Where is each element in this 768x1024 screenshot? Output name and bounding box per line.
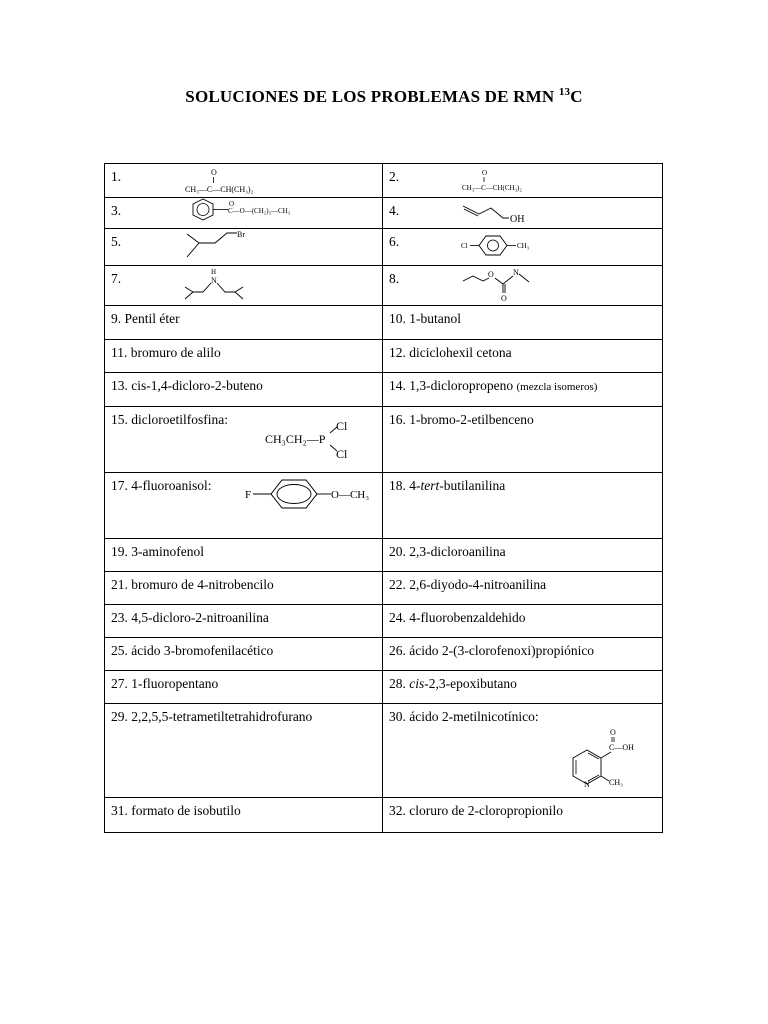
structure-3-oxygen: O [229,200,235,208]
table-row [105,638,663,671]
cell-text: 22. 2,6-diyodo-4-nitroanilina [389,577,547,592]
structure-7-branch [235,292,243,299]
structure-8-oxygen: O [488,270,494,279]
item-number: 1. [111,169,122,184]
cell-note: (mezcla isomeros) [516,381,598,393]
structure-7-chain [217,283,243,292]
structure-5-br: Br [237,230,245,239]
cell-text: -butilanilina [439,478,506,493]
cell-text: 31. formato de isobutilo [111,803,241,818]
cell-14 [383,373,663,407]
cell-23 [105,605,383,638]
cell-17 [105,473,383,539]
structure-7-diagram [181,266,281,306]
cell-text: 17. 4-fluoroanisol: [111,478,212,493]
cell-text: 15. dicloroetilfosfina: [111,412,228,427]
structure-8-chain [463,276,489,281]
structure-2-formula: CH₃—C—CH(CH₃)₂ [462,184,522,192]
item-number: 7. [111,271,122,286]
cell-text: 9. Pentil éter [111,311,180,326]
cell-text: 12. diciclohexil cetona [389,345,512,360]
item-number: 5. [111,234,122,249]
structure-5-diagram [181,229,271,264]
cell-22 [383,572,663,605]
table-row [105,605,663,638]
structure-30-oxygen: O [610,728,616,737]
structure-30-bond [601,776,609,781]
cell-text: 29. 2,2,5,5-tetrametiltetrahidrofurano [111,709,313,724]
item-number: 6. [389,234,400,249]
solutions-table [104,163,663,833]
cell-text: 10. 1-butanol [389,311,461,326]
cell-13 [105,373,383,407]
structure-4-oh: OH [510,214,525,225]
table-row [105,266,663,306]
cell-text-italic: cis [409,676,425,691]
cell-text: 23. 4,5-dicloro-2-nitroanilina [111,610,269,625]
cell-5 [105,229,383,266]
cell-32 [383,798,663,833]
item-number: 2. [389,169,400,184]
cell-text: 32. cloruro de 2-cloropropionilo [389,803,563,818]
cell-30 [383,704,663,798]
cell-text: 25. ácido 3-bromofenilacético [111,643,274,658]
cell-text: 14. 1,3-dicloropropeno [389,378,514,393]
structure-15-formula: CH₃CH₂—P [265,432,326,446]
cell-text: 20. 2,3-dicloroanilina [389,544,506,559]
benzene-ring [193,199,213,220]
cell-12 [383,340,663,373]
structure-7-n: N [211,276,217,285]
structure-15-cl: Cl [336,419,348,433]
cell-29 [105,704,383,798]
structure-17-f: F [245,489,252,501]
structure-30-ch3: CH₃ [609,778,623,787]
table-row [105,229,663,266]
cell-text-italic: tert [420,478,440,493]
cell-2 [383,164,663,198]
table-row [105,539,663,572]
cell-8 [383,266,663,306]
page-title: SOLUCIONES DE LOS PROBLEMAS DE RMN $^{13}$C [185,86,583,106]
table-row [105,164,663,198]
structure-1-diagram [183,166,303,196]
pyridine-ring [573,750,601,784]
cell-6 [383,229,663,266]
structure-3-formula: C—O—(CH₂)₃—CH₃ [228,207,291,215]
cell-text: 24. 4-fluorobenzaldehido [389,610,526,625]
cell-text: 26. ácido 2-(3-clorofenoxi)propiónico [389,643,595,658]
table-row [105,473,663,539]
cell-25 [105,638,383,671]
cell-text: 13. cis-1,4-dicloro-2-buteno [111,378,263,393]
table-row [105,373,663,407]
structure-6-ch3: CH₃ [517,242,530,250]
cell-text: 16. 1-bromo-2-etilbenceno [389,412,534,427]
cell-28 [383,671,663,704]
structure-8-oxygen: O [501,294,507,303]
structure-8-bond [519,274,529,282]
table-row [105,198,663,229]
cell-text: 11. bromuro de alilo [111,345,221,360]
cell-19 [105,539,383,572]
structure-8-chain [495,276,513,284]
structure-1-oxygen: O [211,168,217,177]
cell-18 [383,473,663,539]
cell-21 [105,572,383,605]
structure-15-cl: Cl [336,447,348,461]
cell-text: 28. [389,676,410,691]
aromatic-circle [488,240,499,251]
structure-3-diagram [183,198,343,227]
item-number: 3. [111,203,122,218]
cell-1 [105,164,383,198]
table-row [105,704,663,798]
cell-3 [105,198,383,229]
cell-10 [383,306,663,340]
structure-4-diagram [459,200,549,226]
structure-30-n: N [584,780,590,788]
structure-7-h: H [211,268,217,276]
structure-30-cooh: C—OH [609,743,634,752]
cell-9 [105,306,383,340]
cell-text: 18. 4- [389,478,421,493]
cell-text: 19. 3-aminofenol [111,544,204,559]
structure-7-branch [185,287,193,299]
structure-8-diagram [459,266,559,306]
structure-1-formula: CH₃—C—CH(CH₃)₂ [185,185,254,194]
table-row [105,306,663,340]
cell-text: 27. 1-fluoropentano [111,676,219,691]
cell-7 [105,266,383,306]
structure-8-n: N [513,268,519,277]
structure-2-diagram [459,166,569,196]
structure-17-diagram [241,475,381,519]
table-row [105,572,663,605]
aromatic-circle [277,485,311,504]
item-number: 4. [389,203,400,218]
cell-4 [383,198,663,229]
table-row [105,671,663,704]
cell-26 [383,638,663,671]
table-row [105,798,663,833]
cell-16 [383,407,663,473]
benzene-ring [479,236,507,255]
structure-17-och3: O—CH₃ [331,489,370,501]
structure-15-diagram [261,419,381,469]
structure-7-chain [193,283,211,292]
structure-5-branch [187,234,199,257]
aromatic-circle [197,204,209,216]
structure-2-oxygen: O [482,169,488,177]
cell-15 [105,407,383,473]
structure-5-chain [199,233,237,243]
structure-30-bond [601,752,611,758]
structure-6-cl: Cl [461,242,468,250]
cell-20 [383,539,663,572]
cell-text: -2,3-epoxibutano [424,676,517,691]
cell-11 [105,340,383,373]
item-number: 8. [389,271,400,286]
cell-24 [383,605,663,638]
cell-31 [105,798,383,833]
structure-6-diagram [459,232,569,262]
cell-27 [105,671,383,704]
cell-text: 21. bromuro de 4-nitrobencilo [111,577,274,592]
cell-text: 30. ácido 2-metilnicotínico: [389,709,539,724]
table-row [105,340,663,373]
structure-30-diagram [553,726,673,788]
table-row [105,407,663,473]
